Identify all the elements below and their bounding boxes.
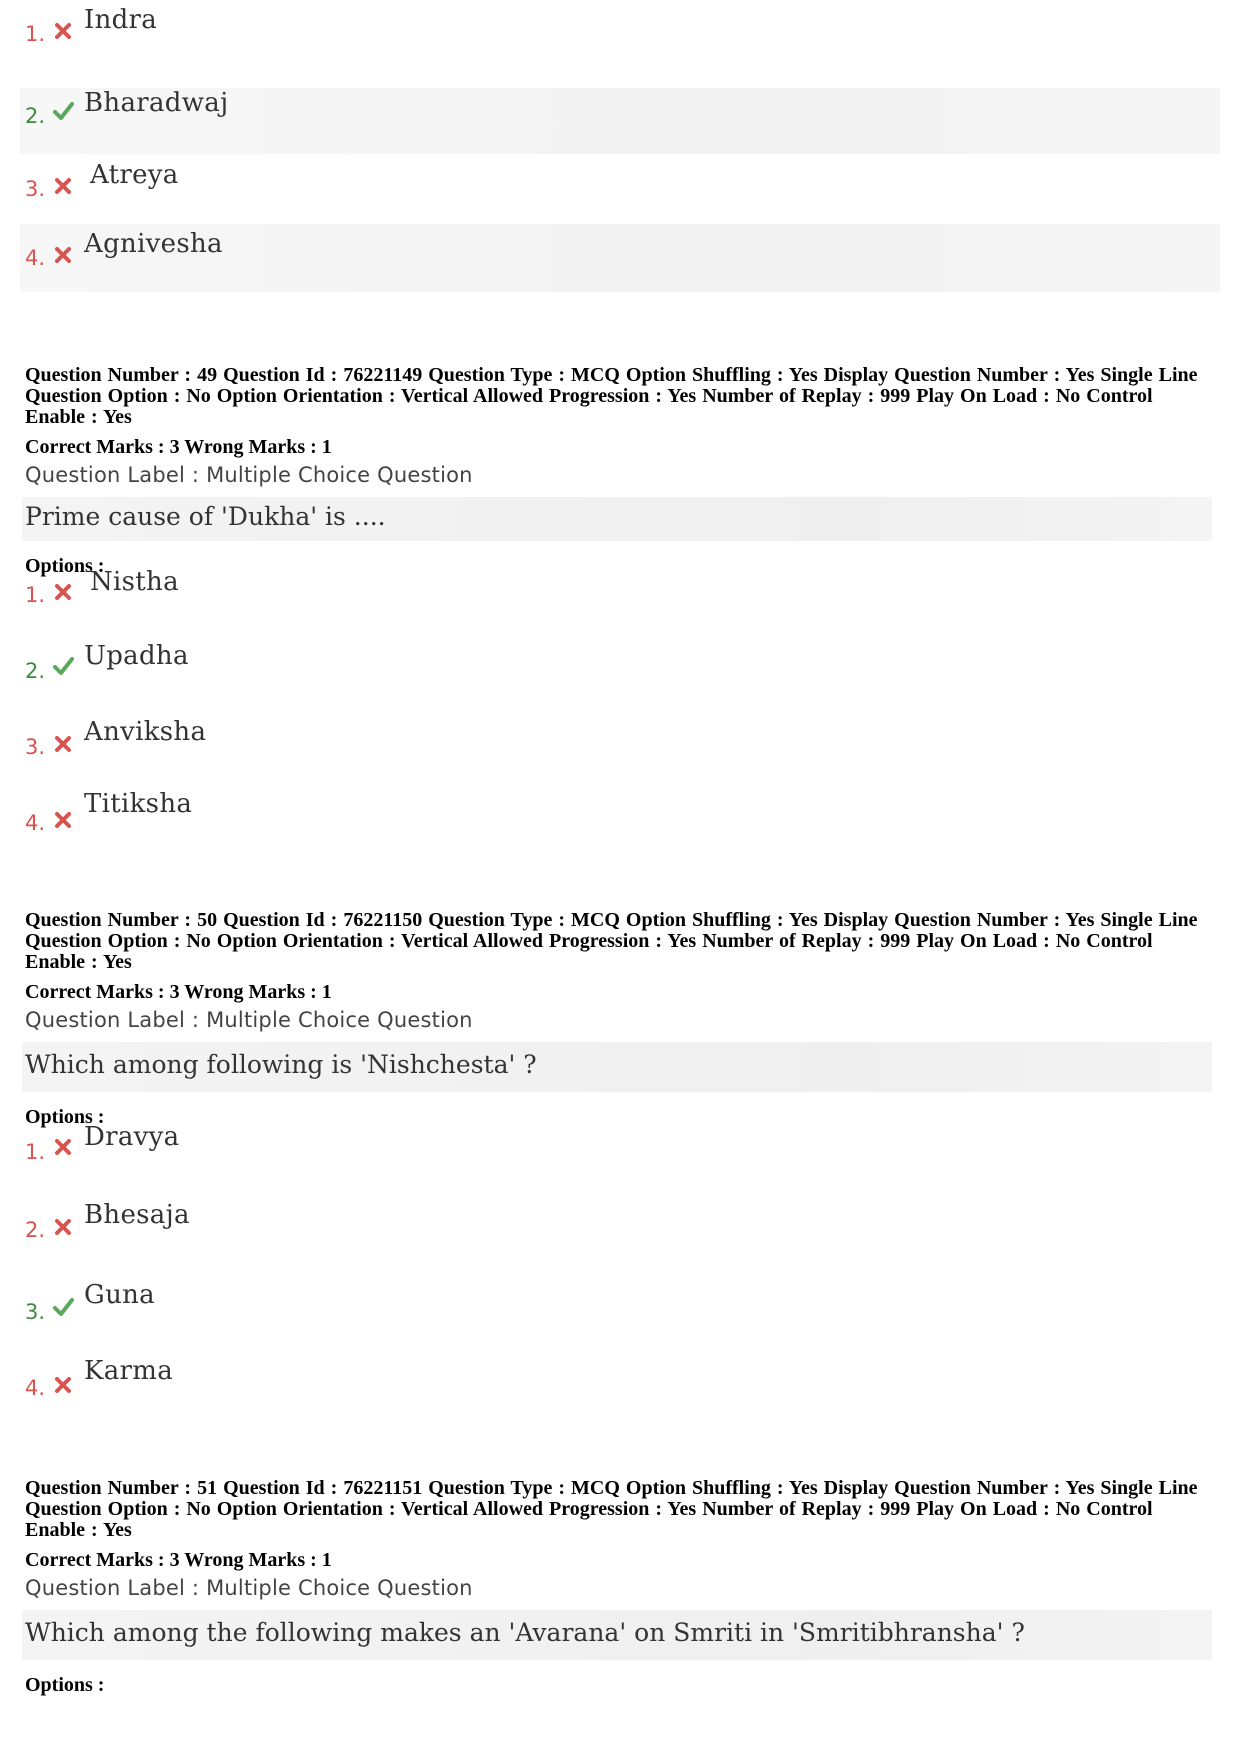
option-text: Agnivesha <box>84 229 223 259</box>
option-text: Titiksha <box>84 789 193 819</box>
cross-icon <box>52 1216 74 1238</box>
option-number: 1. <box>25 22 46 46</box>
option-text: Bharadwaj <box>84 88 229 118</box>
cross-icon <box>52 733 74 755</box>
option-row <box>20 1356 1220 1432</box>
question-text: Prime cause of 'Dukha' is .... <box>22 497 1212 541</box>
option-number: 3. <box>25 177 46 201</box>
option-row <box>20 639 1220 711</box>
option-number: 2. <box>25 659 46 683</box>
option-row <box>20 1122 1220 1194</box>
option-row <box>20 0 1220 72</box>
option-row <box>20 563 1220 635</box>
question-text: Which among following is 'Nishchesta' ? <box>22 1042 1212 1092</box>
option-text: Indra <box>84 5 158 35</box>
question-marks: Correct Marks : 3 Wrong Marks : 1 <box>25 981 332 1003</box>
options-label: Options : <box>25 1674 105 1696</box>
cross-icon <box>52 20 74 42</box>
option-number: 1. <box>25 1140 46 1164</box>
option-text: Karma <box>84 1356 174 1386</box>
question-label: Question Label : Multiple Choice Question <box>25 463 473 487</box>
option-text: Nistha <box>90 567 179 597</box>
question-50 <box>25 910 1215 1129</box>
option-row <box>20 88 1220 154</box>
option-number: 2. <box>25 104 46 128</box>
question-marks: Correct Marks : 3 Wrong Marks : 1 <box>25 1549 332 1571</box>
question-51 <box>25 1478 1215 1697</box>
option-text: Anviksha <box>84 717 207 747</box>
check-icon <box>52 1296 74 1318</box>
cross-icon <box>52 581 74 603</box>
option-text: Guna <box>84 1280 155 1310</box>
cross-icon <box>52 175 74 197</box>
cross-icon <box>52 1374 74 1396</box>
option-row <box>20 715 1220 787</box>
option-row <box>20 791 1220 863</box>
option-row <box>20 224 1220 292</box>
options-label: Options : <box>25 555 105 577</box>
question-49 <box>25 365 1215 578</box>
option-text: Upadha <box>84 641 189 671</box>
question-label: Question Label : Multiple Choice Question <box>25 1576 473 1600</box>
question-label: Question Label : Multiple Choice Question <box>25 1008 473 1032</box>
option-number: 1. <box>25 583 46 607</box>
option-text: Bhesaja <box>84 1200 190 1230</box>
option-number: 3. <box>25 1300 46 1324</box>
option-number: 3. <box>25 735 46 759</box>
check-icon <box>52 100 74 122</box>
option-number: 4. <box>25 246 46 270</box>
question-marks: Correct Marks : 3 Wrong Marks : 1 <box>25 436 332 458</box>
cross-icon <box>52 244 74 266</box>
option-text: Dravya <box>84 1122 180 1152</box>
option-text: Atreya <box>90 160 179 190</box>
option-row <box>20 1280 1220 1356</box>
options-label: Options : <box>25 1106 105 1128</box>
question-meta: Question Number : 50 Question Id : 76221150 Question Type : MCQ Option Shuffling : Yes Display Question Number : Yes Single Line Question Option : No Option Orientation : Vertical Allowed Progression : Yes Number of Replay : 999 Play On Load : No Control Enable : Yes <box>25 909 1198 973</box>
question-text: Which among the following makes an 'Avarana' on Smriti in 'Smritibhransha' ? <box>22 1610 1212 1660</box>
option-number: 4. <box>25 1376 46 1400</box>
question-meta: Question Number : 51 Question Id : 76221151 Question Type : MCQ Option Shuffling : Yes Display Question Number : Yes Single Line Question Option : No Option Orientation : Vertical Allowed Progression : Yes Number of Replay : 999 Play On Load : No Control Enable : Yes <box>25 1477 1198 1541</box>
check-icon <box>52 655 74 677</box>
option-row <box>20 1202 1220 1274</box>
option-number: 2. <box>25 1218 46 1242</box>
cross-icon <box>52 1136 74 1158</box>
option-row <box>20 155 1220 227</box>
option-number: 4. <box>25 811 46 835</box>
question-meta: Question Number : 49 Question Id : 76221149 Question Type : MCQ Option Shuffling : Yes Display Question Number : Yes Single Line Question Option : No Option Orientation : Vertical Allowed Progression : Yes Number of Replay : 999 Play On Load : No Control Enable : Yes <box>25 364 1198 428</box>
cross-icon <box>52 809 74 831</box>
